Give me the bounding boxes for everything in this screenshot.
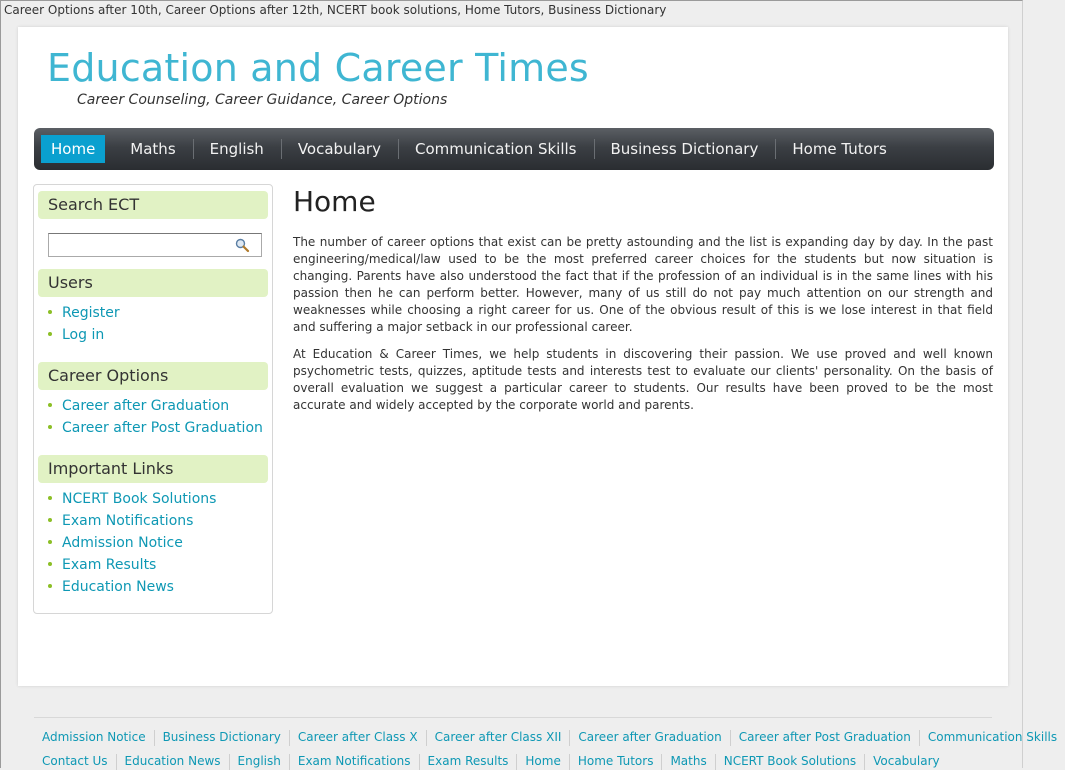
bullet-icon (48, 425, 52, 429)
footer-link-home-tutors[interactable]: Home Tutors (569, 754, 662, 770)
list-item (48, 417, 263, 439)
important-links-list (48, 488, 216, 598)
nav-item-vocabulary[interactable]: Vocabulary (281, 135, 398, 163)
content-paragraph: The number of career options that exist can be pretty astounding and the list is expanding day by day. In the past engineering/medical/law used to be the most preferred career choices for the students but now situation is changing. Parents have also understood the fact that if the profession of an individual is in the same lines with his passion then he can perform better. However, many of us still do not pay much attention on our strength and weaknesses while choosing a right career for us. One of the obvious result of this is we lose interest in that field and suffering a major setback in our professional career. (293, 235, 993, 334)
ncert-book-solutions-link[interactable]: NCERT Book Solutions (62, 491, 217, 507)
page-title: Home (293, 185, 376, 218)
nav-item-home-tutors[interactable]: Home Tutors (775, 135, 904, 163)
search-input[interactable] (52, 235, 232, 255)
list-item (48, 395, 263, 417)
admission-notice-link[interactable]: Admission Notice (62, 535, 183, 551)
nav-item-communication-skills[interactable]: Communication Skills (398, 135, 594, 163)
footer-link-communication-skills[interactable]: Communication Skills (919, 730, 1065, 746)
footer-link-career-after-class-x[interactable]: Career after Class X (289, 730, 426, 746)
footer-link-vocabulary[interactable]: Vocabulary (864, 754, 948, 770)
footer-link-english[interactable]: English (229, 754, 289, 770)
footer-link-career-after-graduation[interactable]: Career after Graduation (569, 730, 729, 746)
education-news-link[interactable]: Education News (62, 579, 174, 595)
nav-item-home[interactable]: Home (41, 135, 105, 163)
career-options-link-list (48, 395, 263, 439)
list-item (48, 488, 216, 510)
page-container (18, 27, 1008, 686)
login-link[interactable]: Log in (62, 327, 105, 343)
list-item (48, 302, 120, 324)
nav-item-business-dictionary[interactable]: Business Dictionary (594, 135, 776, 163)
window-title: Career Options after 10th, Career Options after 12th, NCERT book solutions, Home Tutors, Business Dictionary (4, 3, 667, 17)
career-options-block-title: Career Options (38, 362, 268, 390)
nav-item-english[interactable]: English (193, 135, 281, 163)
footer-link-exam-results[interactable]: Exam Results (419, 754, 517, 770)
bullet-icon (48, 518, 52, 522)
footer-row (34, 730, 1058, 746)
users-link-list (48, 302, 120, 346)
bullet-icon (48, 584, 52, 588)
list-item (48, 324, 120, 346)
bullet-icon (48, 562, 52, 566)
list-item (48, 510, 216, 532)
footer-links (34, 717, 1058, 770)
footer-link-exam-notifications[interactable]: Exam Notifications (289, 754, 419, 770)
search-box (48, 233, 262, 257)
register-link[interactable]: Register (62, 305, 120, 321)
footer-link-career-after-post-graduation[interactable]: Career after Post Graduation (730, 730, 919, 746)
footer-row (34, 754, 992, 770)
bullet-icon (48, 332, 52, 336)
footer-link-contact-us[interactable]: Contact Us (42, 754, 108, 768)
search-icon[interactable] (235, 238, 249, 252)
footer-link-career-after-class-xii[interactable]: Career after Class XII (426, 730, 570, 746)
list-item (48, 532, 216, 554)
bullet-icon (48, 403, 52, 407)
search-block-title: Search ECT (38, 191, 268, 219)
nav-item-maths[interactable]: Maths (130, 140, 176, 158)
site-name-link[interactable]: Education and Career Times (47, 46, 589, 90)
list-item (48, 554, 216, 576)
footer-link-ncert-book-solutions[interactable]: NCERT Book Solutions (715, 754, 864, 770)
main-nav (34, 128, 994, 170)
footer-link-business-dictionary[interactable]: Business Dictionary (154, 730, 289, 746)
footer-link-home[interactable]: Home (516, 754, 568, 770)
career-after-post-graduation-link[interactable]: Career after Post Graduation (62, 420, 263, 436)
important-links-block-title: Important Links (38, 455, 268, 483)
footer-link-education-news[interactable]: Education News (116, 754, 229, 770)
list-item (48, 576, 216, 598)
users-block-title: Users (38, 269, 268, 297)
content-paragraph: At Education & Career Times, we help students in discovering their passion. We use proved and well known psychometric tests, quizzes, aptitude tests and interests test to evaluate our clients' personality. On the basis of overall evaluation we suggest a particular career to students. Our results have been proved to be the most accurate and widely accepted by the corporate world and parents. (293, 347, 993, 412)
bullet-icon (48, 496, 52, 500)
footer-link-maths[interactable]: Maths (661, 754, 714, 770)
exam-results-link[interactable]: Exam Results (62, 557, 157, 573)
site-slogan: Career Counseling, Career Guidance, Career Options (77, 92, 448, 108)
footer-link-admission-notice[interactable]: Admission Notice (42, 730, 146, 744)
bullet-icon (48, 310, 52, 314)
main-content (293, 184, 993, 424)
exam-notifications-link[interactable]: Exam Notifications (62, 513, 194, 529)
career-after-graduation-link[interactable]: Career after Graduation (62, 398, 230, 414)
bullet-icon (48, 540, 52, 544)
sidebar (33, 184, 273, 614)
